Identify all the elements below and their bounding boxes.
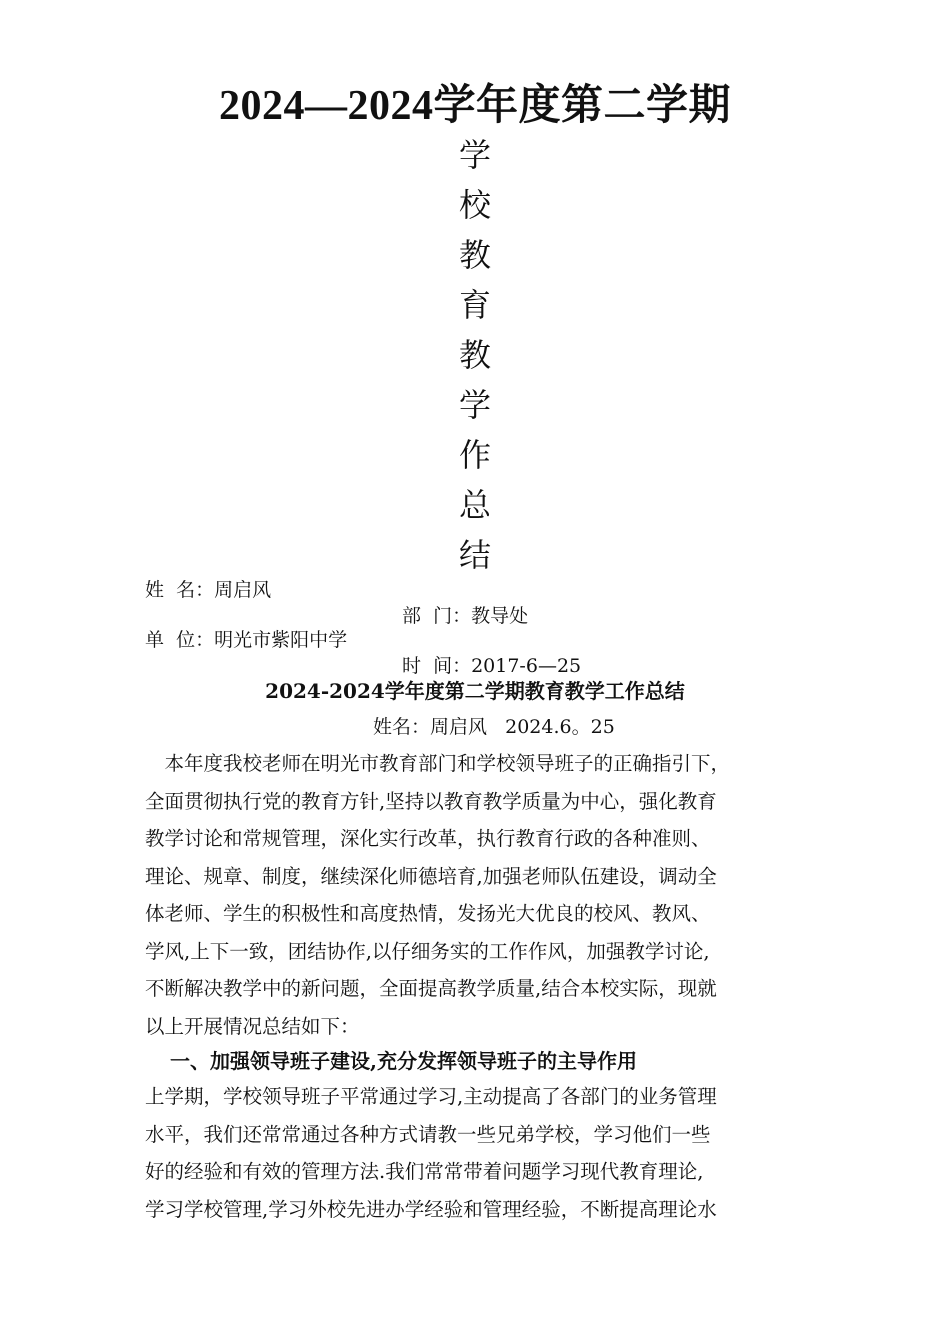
paragraph-line: 教学讨论和常规管理，深化实行改革，执行教育行政的各种准则、	[145, 827, 711, 850]
vertical-char: 教	[458, 236, 491, 274]
paragraph-line: 好的经验和有效的管理方法.我们常常带着问题学习现代教育理论,	[145, 1160, 704, 1183]
vertical-char: 校	[458, 186, 491, 224]
paragraph-line: 上学期，学校领导班子平常通过学习,主动提高了各部门的业务管理	[145, 1085, 717, 1108]
paragraph-line: 学风,上下一致，团结协作,以仔细务实的工作作风，加强教学讨论,	[145, 939, 710, 963]
section-heading: 一、加强领导班子建设,充分发挥领导班子的主导作用	[170, 1049, 637, 1073]
vertical-char: 结	[458, 536, 491, 574]
document-byline: 姓名：周启风 2024.6。25	[373, 716, 615, 738]
cover-time: 时 间：2017-6—25	[402, 655, 582, 677]
paragraph-line: 本年度我校老师在明光市教育部门和学校领导班子的正确指引下，	[145, 752, 731, 775]
cover-vertical-title	[450, 130, 500, 580]
vertical-char: 教	[458, 336, 491, 374]
vertical-char: 总	[458, 486, 491, 524]
paragraph-line: 不断解决教学中的新问题，全面提高教学质量,结合本校实际，现就	[145, 977, 717, 1000]
vertical-char: 学	[458, 136, 491, 174]
vertical-char: 作	[458, 436, 491, 474]
paragraph-line: 理论、规章、制度，继续深化师德培育,加强老师队伍建设，调动全	[145, 864, 717, 888]
cover-title: 2024—2024学年度第二学期	[218, 83, 731, 129]
section1-paragraph	[145, 1078, 825, 1228]
cover-unit: 单 位：明光市紫阳中学	[145, 629, 348, 651]
vertical-char: 育	[458, 286, 491, 324]
paragraph-line: 学习学校管理,学习外校先进办学经验和管理经验，不断提高理论水	[145, 1197, 717, 1221]
paragraph-line: 全面贯彻执行党的教育方针,坚持以教育教学质量为中心，强化教育	[145, 789, 717, 813]
document-title: 2024-2024学年度第二学期教育教学工作总结	[265, 679, 685, 703]
intro-paragraph	[145, 745, 825, 1045]
paragraph-line: 体老师、学生的积极性和高度热情，发扬光大优良的校风、教风、	[145, 902, 711, 925]
paragraph-line: 水平，我们还常常通过各种方式请教一些兄弟学校，学习他们一些	[145, 1122, 711, 1146]
cover-name: 姓 名：周启风	[145, 579, 272, 601]
vertical-char: 学	[458, 386, 491, 424]
paragraph-line: 以上开展情况总结如下：	[145, 1014, 360, 1038]
cover-department: 部 门：教导处	[402, 605, 529, 627]
